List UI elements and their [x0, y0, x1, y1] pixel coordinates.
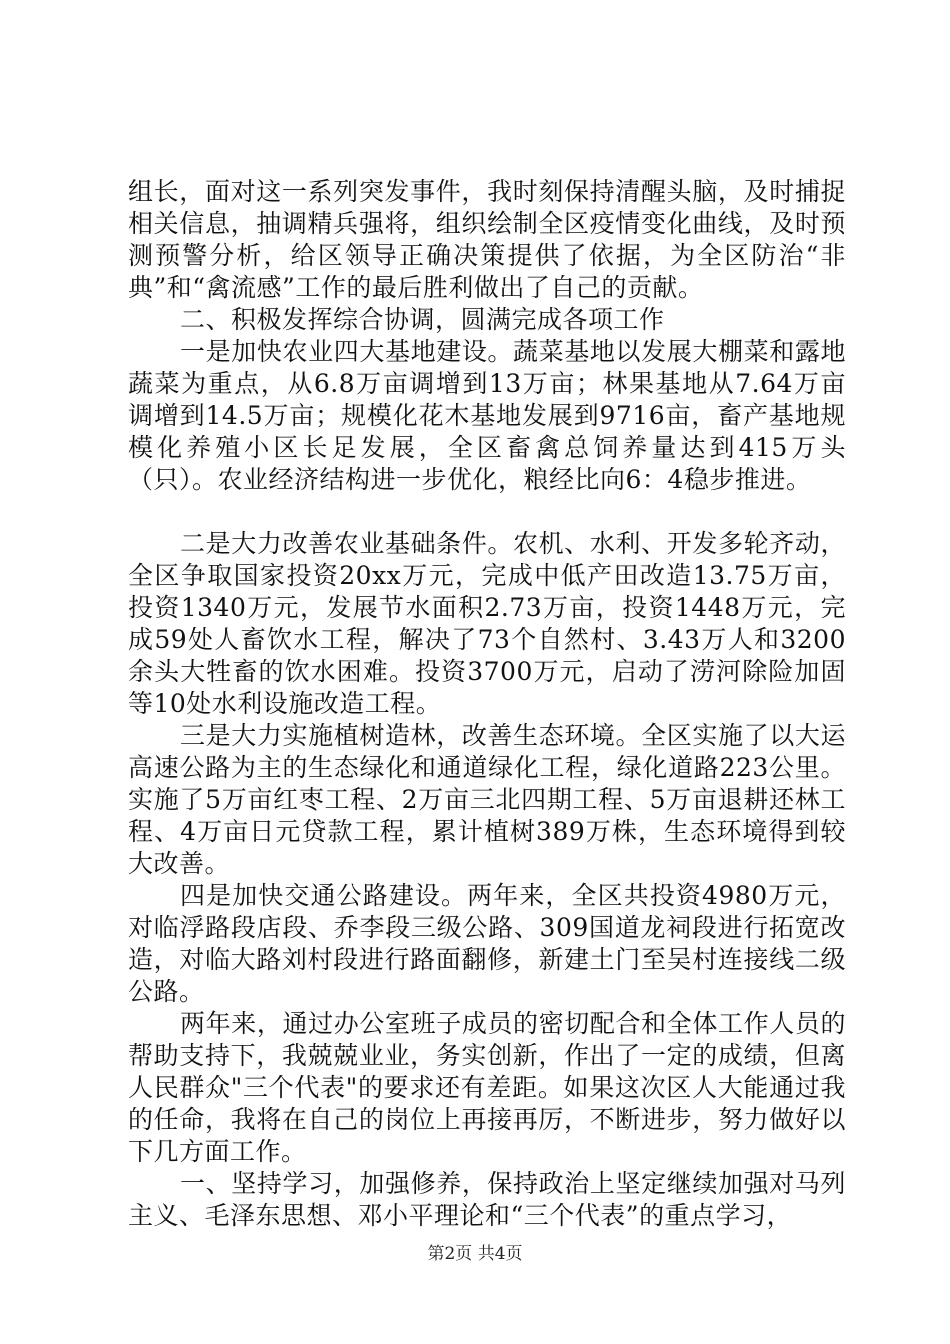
paragraph-afforestation: 三是大力实施植树造林，改善生态环境。全区实施了以大运高速公路为主的生态绿化和通道绿化工程，绿化道路223公里。实施了5万亩红枣工程、2万亩三北四期工程、5万亩退耕还林工程、4万亩日元贷款工程，累计植树389万株，生态环境得到较大改善。 — [128, 721, 846, 878]
paragraph-agri-bases: 一是加快农业四大基地建设。蔬菜基地以发展大棚菜和露地蔬菜为重点，从6.8万亩调增到13万亩；林果基地从7.64万亩调增到14.5万亩；规模化花木基地发展到9716亩，畜产基地规模化养殖小区长足发展，全区畜禽总饲养量达到415万头（只）。农业经济结构进一步优化，粮经比向6：4稳步推进。 — [128, 337, 846, 494]
document-body — [128, 176, 846, 1232]
paragraph-continuation: 组长，面对这一系列突发事件，我时刻保持清醒头脑，及时捕捉相关信息，抽调精兵强将，组织绘制全区疫情变化曲线，及时预测预警分析，给区领导正确决策提供了依据，为全区防治“非典”和“禽流感”工作的最后胜利做出了自己的贡献。 — [128, 177, 846, 302]
paragraph-agri-infrastructure: 二是大力改善农业基础条件。农机、水利、开发多轮齐动，全区争取国家投资20xx万元，完成中低产田改造13.75万亩，投资1340万元，发展节水面积2.73万亩，投资1448万元，完成59处人畜饮水工程，解决了73个自然村、3.43万人和3200余头大牲畜的饮水困难。投资3700万元，启动了涝河除险加固等10处水利设施改造工程。 — [128, 529, 846, 718]
paragraph-summary: 两年来，通过办公室班子成员的密切配合和全体工作人员的帮助支持下，我兢兢业业，务实创新，作出了一定的成绩，但离人民群众"三个代表"的要求还有差距。如果这次区人大能通过我的任命，我将在自己的岗位上再接再厉，不断进步，努力做好以下几方面工作。 — [128, 1009, 846, 1166]
paragraph-study-point: 一、坚持学习，加强修养，保持政治上坚定继续加强对马列主义、毛泽东思想、邓小平理论和“三个代表”的重点学习， — [128, 1169, 846, 1230]
paragraph-gap — [128, 496, 846, 528]
paragraph-road-construction: 四是加快交通公路建设。两年来，全区共投资4980万元，对临浮路段店段、乔李段三级公路、309国道龙祠段进行拓宽改造，对临大路刘村段进行路面翻修，新建土门至吴村连接线二级公路。 — [128, 881, 846, 1006]
section-heading-2: 二、积极发挥综合协调，圆满完成各项工作 — [180, 305, 665, 334]
page-number-footer: 第2页 共4页 — [427, 1244, 523, 1264]
